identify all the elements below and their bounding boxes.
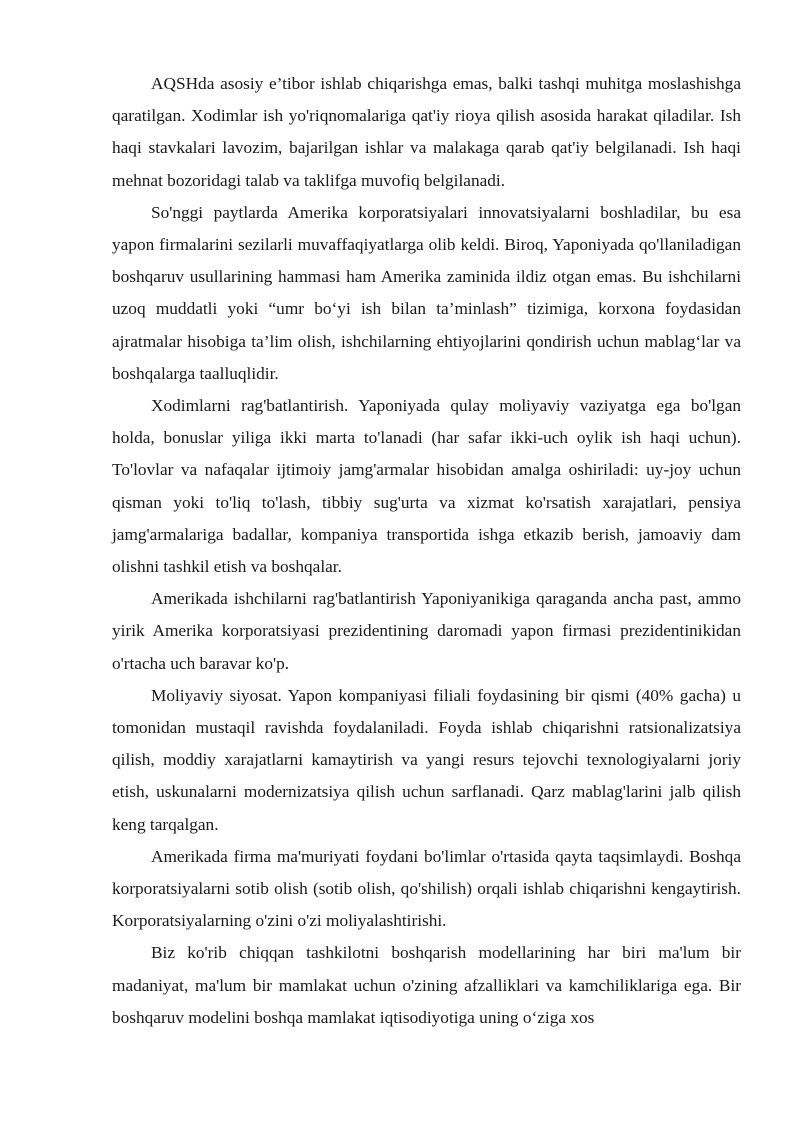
- paragraph-employee-incentives: Xodimlarni rag'batlantirish. Yaponiyada qulay moliyaviy vaziyatga ega bo'lgan holda, bonuslar yiliga ikki marta to'lanadi (har safar ikki-uch oylik ish haqi uchun). To'lovlar va nafaqalar ijtimoiy jamg'armalar hisobidan amalga oshiriladi: uy-joy uchun qisman yoki to'liq to'lash, tibbiy sug'urta va xizmat ko'rsatish xarajatlari, pensiya jamg'armalariga badallar, kompaniya transportida ishga etkazib berish, jamoaviy dam olishni tashkil etish va boshqalar.: [112, 396, 741, 577]
- paragraph-management-models: Biz ko'rib chiqqan tashkilotni boshqarish modellarining har biri ma'lum bir madaniyat, ma'lum bir mamlakat uchun o'zining afzalliklari va kamchiliklariga ega. Bir boshqaruv modelini boshqa mamlakat iqtisodiyotiga uning o‘ziga xos: [112, 943, 741, 1027]
- paragraph-focus-adaptation: AQSHda asosiy e’tibor ishlab chiqarishga emas, balki tashqi muhitga moslashishga qaratilgan. Xodimlar ish yo'riqnomalariga qat'iy rioya qilish asosida harakat qiladilar. Ish haqi stavkalari lavozim, bajarilgan ishlar va malakaga qarab qat'iy belgilanadi. Ish haqi mehnat bozoridagi talab va taklifga muvofiq belgilanadi.: [112, 74, 741, 190]
- paragraph-american-incentives: Amerikada ishchilarni rag'batlantirish Yaponiyanikiga qaraganda ancha past, ammo yirik Amerika korporatsiyasi prezidentining daromadi yapon firmasi prezidentinikidan o'rtacha uch baravar ko'p.: [112, 589, 741, 673]
- paragraph-financial-policy: Moliyaviy siyosat. Yapon kompaniyasi filiali foydasining bir qismi (40% gacha) u tomonidan mustaqil ravishda foydalaniladi. Foyda ishlab chiqarishni ratsionalizatsiya qilish, moddiy xarajatlarni kamaytirish va yangi resurs tejovchi texnologiyalarni joriy etish, uskunalarni modernizatsiya qilish uchun sarflanadi. Qarz mablag'larini jalb qilish keng tarqalgan.: [112, 685, 741, 834]
- paragraph-american-innovations: So'nggi paytlarda Amerika korporatsiyalari innovatsiyalarni boshladilar, bu esa yapon firmalarini sezilarli muvaffaqiyatlarga olib keldi. Biroq, Yaponiyada qo'llaniladigan boshqaruv usullarining hammasi ham Amerika zaminida ildiz otgan emas. Bu ishchilarni uzoq muddatli yoki “umr bo‘yi ish bilan ta’minlash” tizimiga, korxona foydasidan ajratmalar hisobiga ta’lim olish, ishchilarning ehtiyojlarini qondirish uchun mablag‘lar va boshqalarga taalluqlidir.: [112, 202, 741, 383]
- paragraph-american-profit-distribution: Amerikada firma ma'muriyati foydani bo'limlar o'rtasida qayta taqsimlaydi. Boshqa korporatsiyalarni sotib olish (sotib olish, qo'shilish) orqali ishlab chiqarishni kengaytirish. Korporatsiyalarning o'zini o'zi moliyalashtirishi.: [112, 846, 741, 931]
- document-page: [112, 68, 741, 1034]
